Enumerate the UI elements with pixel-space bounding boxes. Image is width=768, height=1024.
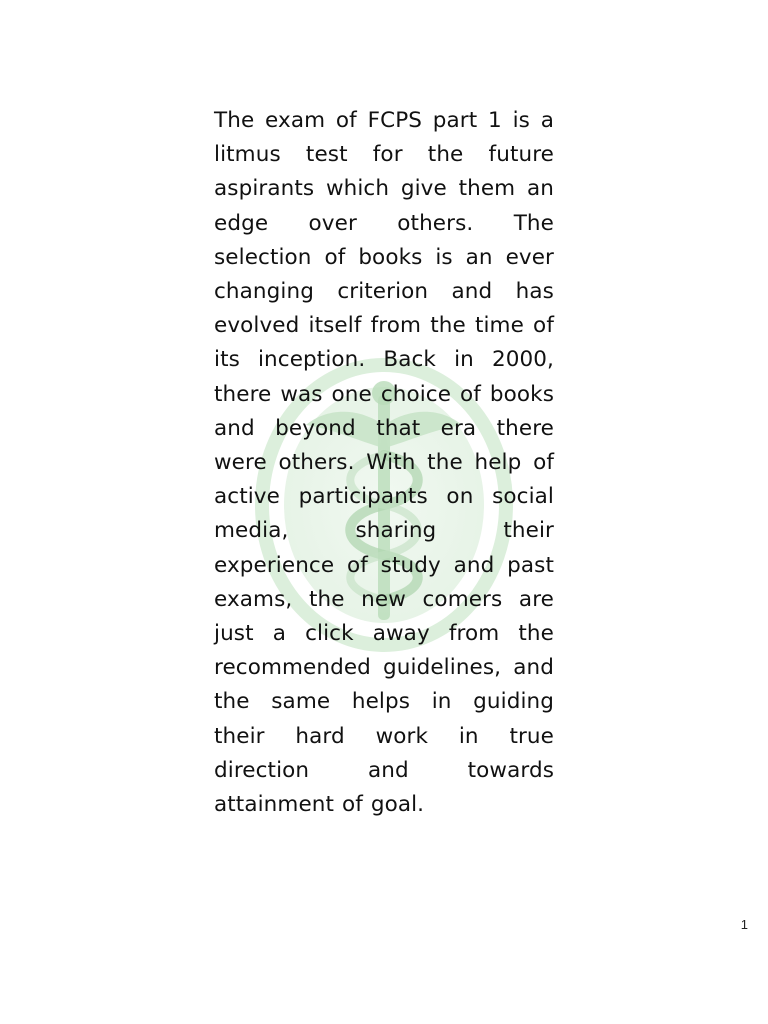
body-paragraph: The exam of FCPS part 1 is a litmus test for the future aspirants which give them an edge over others. The selection of books is an ever changing criterion and has evolved itself from the time of its inception. Back in 2000, there was one choice of books and beyond that era there were others. With the help of active participants on social media, sharing their experience of study and past exams, the new comers are just a click away from the recommended guidelines, and the same helps in guiding their hard work in true direction and towards attainment of goal. xyxy=(214,108,554,818)
page-number: 1 xyxy=(740,917,748,932)
